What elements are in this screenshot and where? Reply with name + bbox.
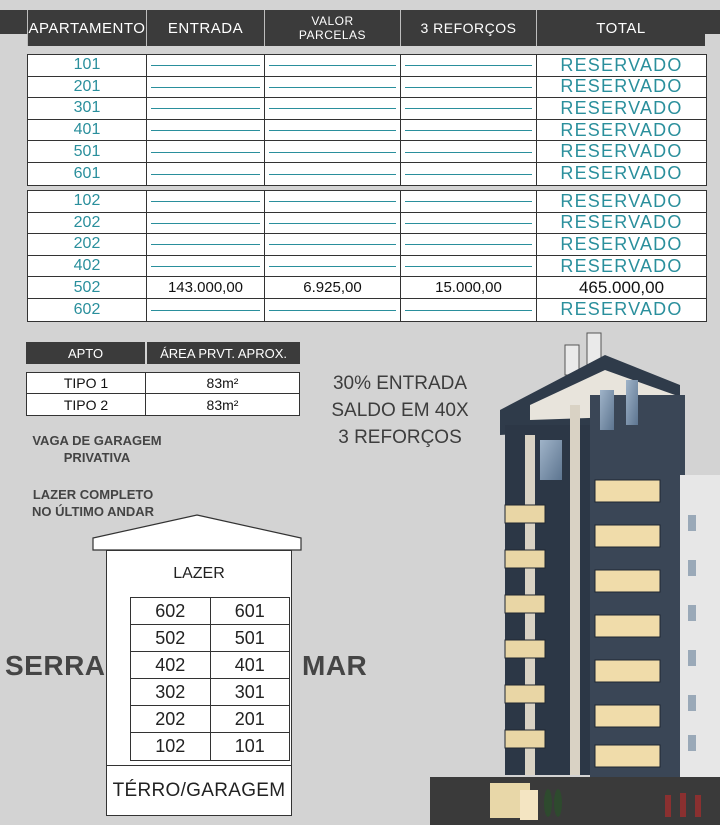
diagram-floor-row	[131, 706, 289, 733]
cell-text: RESERVADO	[560, 233, 683, 254]
empty-dash	[151, 65, 260, 66]
cell-text: 301	[73, 99, 101, 117]
area-table-header	[26, 342, 300, 364]
cell-total	[537, 55, 706, 76]
garage-note-line2: PRIVATIVA	[63, 450, 131, 465]
table-row	[28, 141, 706, 163]
cell-reforcos	[401, 55, 537, 76]
price-table-final-2	[27, 190, 707, 322]
label-mar: MAR	[302, 650, 368, 681]
area-row	[27, 373, 299, 394]
cell-apartamento	[28, 98, 147, 119]
empty-dash	[269, 266, 396, 267]
cell-entrada	[147, 299, 265, 321]
area-tipo: TIPO 2	[27, 394, 146, 415]
term-saldo: SALDO EM 40X	[331, 400, 469, 421]
cell-text: RESERVADO	[560, 212, 683, 233]
diagram-unit: 101	[234, 736, 265, 756]
empty-dash	[405, 174, 532, 175]
diagram-floor-row	[131, 733, 289, 760]
cell-text: RESERVADO	[560, 119, 683, 140]
cell-parcelas	[265, 141, 401, 162]
cell-text: RESERVADO	[560, 255, 683, 276]
cell-text: RESERVADO	[560, 76, 683, 97]
cell-entrada	[147, 55, 265, 76]
header-bar-right	[705, 10, 720, 34]
building-render-image	[430, 325, 720, 825]
diagram-unit: 202	[131, 706, 211, 732]
cell-apartamento	[28, 141, 147, 162]
cell-reforcos	[401, 98, 537, 119]
cell-parcelas	[265, 77, 401, 98]
empty-dash	[269, 87, 396, 88]
diagram-unit: 602	[131, 598, 211, 624]
cell-parcelas	[265, 256, 401, 277]
diagram-unit: 401	[234, 654, 265, 675]
cell-apartamento	[28, 55, 147, 76]
cell-apartamento	[28, 120, 147, 141]
cell-apartamento	[28, 277, 147, 298]
cell-total	[537, 163, 706, 185]
empty-dash	[269, 201, 396, 202]
table-row	[28, 213, 706, 235]
diagram-unit: 102	[131, 733, 211, 760]
cell-reforcos	[401, 120, 537, 141]
diagram-floors	[130, 597, 290, 761]
leisure-note-line2: NO ÚLTIMO ANDAR	[31, 504, 155, 519]
table-row	[28, 299, 706, 321]
empty-dash	[151, 310, 260, 311]
cell-total	[537, 234, 706, 255]
cell-reforcos	[401, 191, 537, 212]
cell-text: 601	[73, 164, 101, 182]
cell-text: 101	[73, 56, 101, 74]
area-value: 83m²	[206, 375, 239, 391]
header-reforcos: 3 REFORÇOS	[400, 10, 536, 46]
cell-reforcos	[401, 141, 537, 162]
header-valor-parcelas-label: VALOR PARCELAS	[298, 14, 367, 42]
diagram-floor-row	[131, 598, 289, 625]
cell-text: 602	[73, 300, 101, 318]
cell-apartamento	[28, 163, 147, 185]
empty-dash	[405, 244, 532, 245]
empty-dash	[269, 310, 396, 311]
cell-apartamento	[28, 299, 147, 321]
cell-text: RESERVADO	[560, 97, 683, 118]
table-row	[28, 55, 706, 77]
empty-dash	[405, 201, 532, 202]
price-table-final-1	[27, 54, 707, 186]
cell-reforcos	[401, 163, 537, 185]
cell-text: 201	[73, 77, 101, 95]
empty-dash	[151, 174, 260, 175]
cell-text: 501	[73, 142, 101, 160]
cell-text: RESERVADO	[560, 163, 683, 184]
empty-dash	[405, 108, 532, 109]
cell-parcelas	[265, 55, 401, 76]
empty-dash	[151, 108, 260, 109]
cell-text: 465.000,00	[578, 277, 665, 297]
empty-dash	[405, 130, 532, 131]
cell-text: 143.000,00	[167, 279, 244, 297]
diagram-terreo: TÉRRO/GARAGEM	[107, 765, 291, 815]
cell-total	[537, 98, 706, 119]
cell-reforcos	[401, 234, 537, 255]
diagram-floor-row	[131, 625, 289, 652]
cell-entrada	[147, 141, 265, 162]
cell-text: RESERVADO	[560, 141, 683, 162]
cell-total	[537, 277, 706, 298]
cell-apartamento	[28, 256, 147, 277]
empty-dash	[151, 201, 260, 202]
empty-dash	[405, 87, 532, 88]
cell-total	[537, 120, 706, 141]
table-row	[28, 277, 706, 299]
term-entrada: 30% ENTRADA	[332, 373, 468, 394]
garage-note	[22, 432, 172, 466]
diagram-unit: 402	[131, 652, 211, 678]
cell-total	[537, 191, 706, 212]
cell-entrada	[147, 163, 265, 185]
cell-entrada	[147, 77, 265, 98]
cell-parcelas	[265, 163, 401, 185]
cell-entrada	[147, 277, 265, 298]
empty-dash	[269, 65, 396, 66]
diagram-unit: 502	[131, 625, 211, 651]
area-table	[26, 342, 300, 416]
empty-dash	[151, 87, 260, 88]
cell-apartamento	[28, 191, 147, 212]
area-tipo: TIPO 1	[27, 373, 146, 393]
cell-entrada	[147, 234, 265, 255]
cell-text: 401	[73, 121, 101, 139]
area-value: 83m²	[206, 396, 239, 413]
cell-total	[537, 256, 706, 277]
header-apartamento: APARTAMENTO	[27, 10, 146, 46]
cell-entrada	[147, 191, 265, 212]
cell-apartamento	[28, 234, 147, 255]
cell-text: 402	[73, 257, 101, 275]
empty-dash	[269, 223, 396, 224]
cell-apartamento	[28, 77, 147, 98]
cell-total	[537, 141, 706, 162]
cell-parcelas	[265, 191, 401, 212]
header-bar-left	[0, 10, 27, 34]
cell-entrada	[147, 120, 265, 141]
table-row	[28, 98, 706, 120]
diagram-lazer: LAZER	[173, 565, 225, 582]
cell-text: 502	[73, 278, 101, 296]
empty-dash	[269, 130, 396, 131]
header-total: TOTAL	[536, 10, 705, 46]
cell-parcelas	[265, 277, 401, 298]
table-row	[28, 163, 706, 185]
empty-dash	[269, 174, 396, 175]
table-row	[28, 191, 706, 213]
roof-icon	[90, 512, 304, 552]
diagram-unit: 601	[234, 600, 265, 621]
area-table-body	[26, 372, 300, 416]
cell-text: 202	[73, 235, 101, 253]
diagram-unit: 501	[234, 627, 265, 648]
empty-dash	[269, 244, 396, 245]
cell-reforcos	[401, 256, 537, 277]
empty-dash	[405, 65, 532, 66]
empty-dash	[405, 152, 532, 153]
empty-dash	[151, 130, 260, 131]
header-valor-parcelas	[264, 10, 400, 46]
cell-entrada	[147, 213, 265, 234]
cell-text: RESERVADO	[560, 190, 683, 211]
empty-dash	[151, 266, 260, 267]
cell-entrada	[147, 256, 265, 277]
cell-text: 102	[73, 192, 101, 210]
empty-dash	[269, 152, 396, 153]
empty-dash	[151, 244, 260, 245]
cell-text: RESERVADO	[560, 54, 683, 75]
table-row	[28, 120, 706, 142]
area-row	[27, 394, 299, 415]
garage-note-line1: VAGA DE GARAGEM	[32, 433, 162, 448]
empty-dash	[405, 266, 532, 267]
area-header-area: ÁREA PRVT. APROX.	[147, 342, 300, 364]
cell-text: 6.925,00	[303, 279, 362, 297]
area-header-apto: APTO	[26, 342, 145, 364]
cell-parcelas	[265, 120, 401, 141]
cell-parcelas	[265, 98, 401, 119]
cell-parcelas	[265, 299, 401, 321]
diagram-unit: 301	[234, 681, 265, 702]
empty-dash	[151, 223, 260, 224]
cell-reforcos	[401, 77, 537, 98]
table-header	[0, 0, 720, 46]
header-entrada: ENTRADA	[146, 10, 264, 46]
cell-total	[537, 77, 706, 98]
cell-text: RESERVADO	[560, 299, 683, 320]
term-reforcos: 3 REFORÇOS	[338, 427, 462, 448]
cell-apartamento	[28, 213, 147, 234]
diagram-unit: 302	[131, 679, 211, 705]
diagram-floor-row	[131, 679, 289, 706]
empty-dash	[405, 223, 532, 224]
diagram-unit: 201	[234, 708, 265, 729]
building-diagram	[106, 550, 292, 816]
cell-text: 202	[73, 213, 101, 231]
leisure-note-line1: LAZER COMPLETO	[32, 487, 154, 502]
table-row	[28, 234, 706, 256]
empty-dash	[269, 108, 396, 109]
cell-total	[537, 213, 706, 234]
cell-reforcos	[401, 277, 537, 298]
empty-dash	[405, 310, 532, 311]
empty-dash	[151, 152, 260, 153]
cell-parcelas	[265, 213, 401, 234]
cell-reforcos	[401, 299, 537, 321]
cell-parcelas	[265, 234, 401, 255]
table-row	[28, 77, 706, 99]
cell-text: 15.000,00	[435, 279, 502, 297]
label-serra: SERRA	[5, 650, 106, 681]
cell-total	[537, 299, 706, 321]
table-row	[28, 256, 706, 278]
cell-reforcos	[401, 213, 537, 234]
cell-entrada	[147, 98, 265, 119]
diagram-floor-row	[131, 652, 289, 679]
